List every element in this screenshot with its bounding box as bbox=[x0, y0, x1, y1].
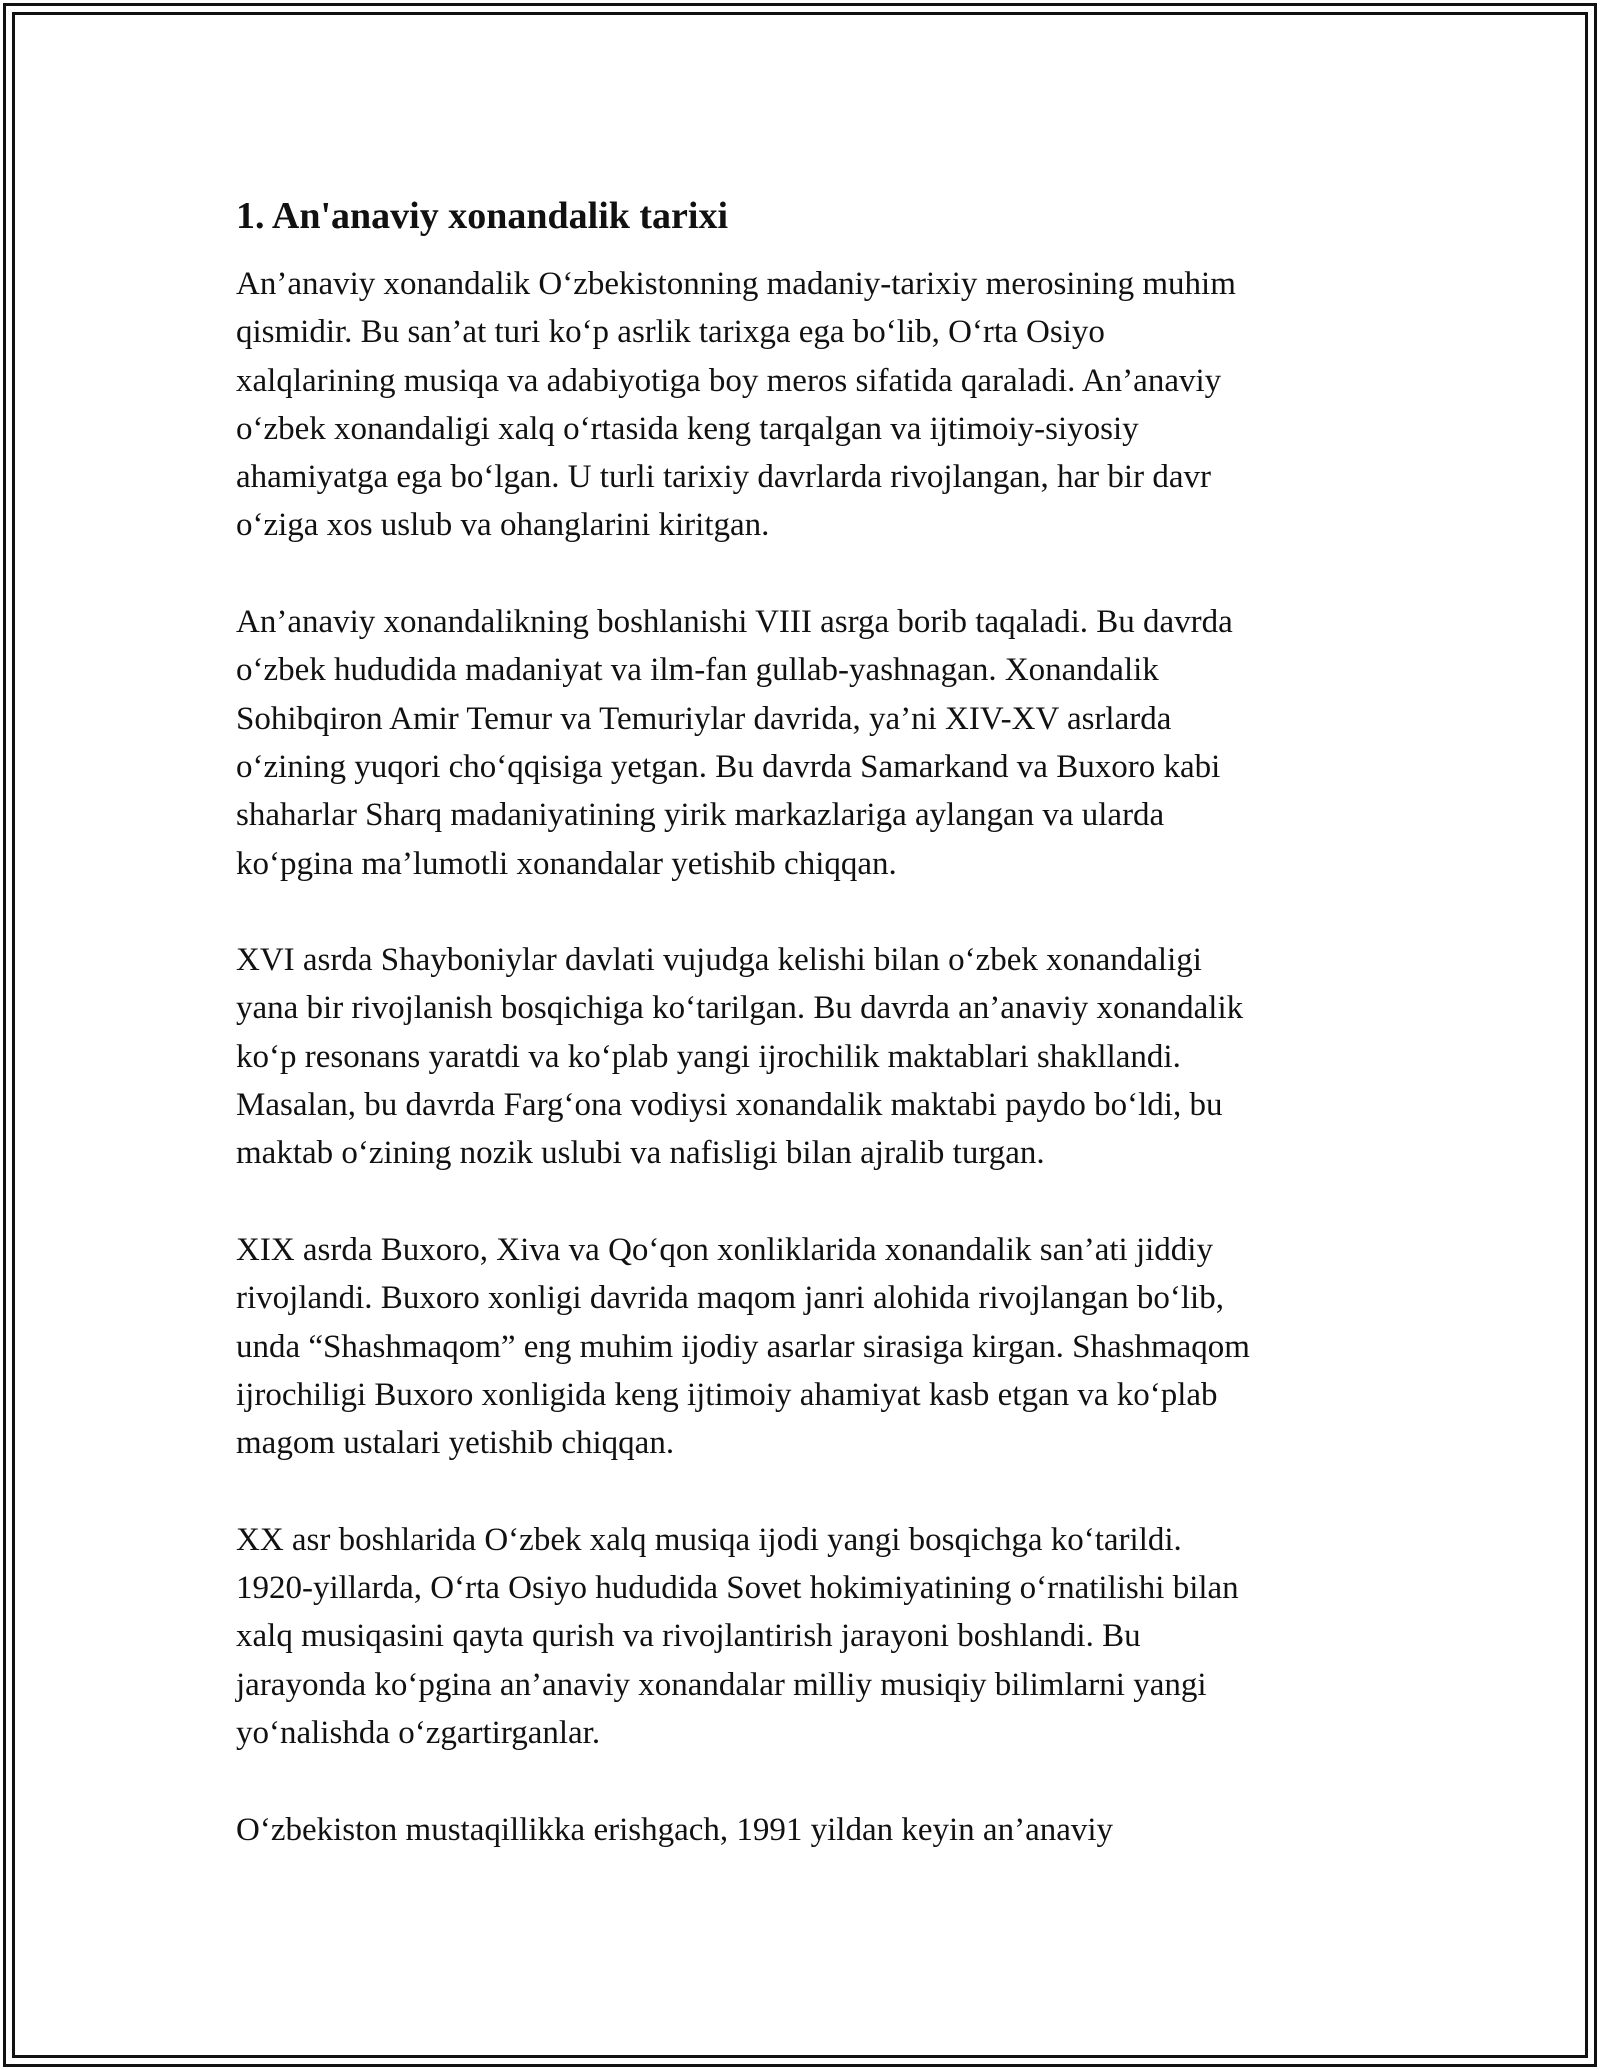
paragraph-line: o‘zbek xonandaligi xalq o‘rtasida keng tarqalgan va ijtimoiy-siyosiy bbox=[236, 410, 1139, 447]
paragraph-line: xalq musiqasini qayta qurish va rivojlantirish jarayoni boshlandi. Bu bbox=[236, 1618, 1141, 1655]
paragraph-line: 1920-yillarda, O‘rta Osiyo hududida Sovet hokimiyatining o‘rnatilishi bilan bbox=[236, 1570, 1239, 1607]
paragraph-line: maktab o‘zining nozik uslubi va nafisligi bilan ajralib turgan. bbox=[236, 1135, 1045, 1172]
paragraph-line: Sohibqiron Amir Temur va Temuriylar davrida, ya’ni XIV-XV asrlarda bbox=[236, 700, 1172, 737]
paragraph-line: An’anaviy xonandalikning boshlanishi VIII asrga borib taqaladi. Bu davrda bbox=[236, 604, 1233, 641]
paragraph-line: Masalan, bu davrda Farg‘ona vodiysi xonandalik maktabi paydo bo‘ldi, bu bbox=[236, 1087, 1223, 1124]
paragraph-line: o‘ziga xos uslub va ohanglarini kiritgan. bbox=[236, 507, 770, 544]
paragraph-line: xalqlarining musiqa va adabiyotiga boy meros sifatida qaraladi. An’anaviy bbox=[236, 362, 1222, 399]
paragraph-line: O‘zbekiston mustaqillikka erishgach, 1991 yildan keyin an’anaviy bbox=[236, 1811, 1114, 1848]
paragraph-line: rivojlandi. Buxoro xonligi davrida maqom janri alohida rivojlangan bo‘lib, bbox=[236, 1280, 1224, 1317]
paragraph-line: jarayonda ko‘pgina an’anaviy xonandalar milliy musiqiy bilimlarni yangi bbox=[236, 1666, 1207, 1703]
document-body bbox=[236, 190, 1396, 1902]
paragraph-line: ijrochiligi Buxoro xonligida keng ijtimoiy ahamiyat kasb etgan va ko‘plab bbox=[236, 1376, 1218, 1413]
paragraph-line: ko‘p resonans yaratdi va ko‘plab yangi ijrochilik maktablari shakllandi. bbox=[236, 1038, 1181, 1075]
paragraph-line: yana bir rivojlanish bosqichiga ko‘tarilgan. Bu davrda an’anaviy xonandalik bbox=[236, 990, 1244, 1027]
paragraph bbox=[236, 260, 1396, 550]
paragraph-line: XVI asrda Shayboniylar davlati vujudga kelishi bilan o‘zbek xonandaligi bbox=[236, 942, 1202, 979]
paragraph bbox=[236, 936, 1396, 1177]
paragraph-line: qismidir. Bu san’at turi ko‘p asrlik tarixga ega bo‘lib, O‘rta Osiyo bbox=[236, 314, 1105, 351]
paragraph bbox=[236, 1226, 1396, 1467]
section-heading: 1. An'anaviy xonandalik tarixi bbox=[236, 195, 729, 237]
paragraph-line: XIX asrda Buxoro, Xiva va Qo‘qon xonliklarida xonandalik san’ati jiddiy bbox=[236, 1231, 1213, 1268]
paragraph-line: shaharlar Sharq madaniyatining yirik markazlariga aylangan va ularda bbox=[236, 797, 1165, 834]
paragraph bbox=[236, 598, 1396, 888]
paragraph-line: XX asr boshlarida O‘zbek xalq musiqa ijodi yangi bosqichga ko‘tarildi. bbox=[236, 1521, 1182, 1558]
paragraph-line: ko‘pgina ma’lumotli xonandalar yetishib chiqqan. bbox=[236, 845, 897, 882]
paragraph-line: An’anaviy xonandalik O‘zbekistonning madaniy-tarixiy merosining muhim bbox=[236, 266, 1236, 302]
paragraph-line: o‘zbek hududida madaniyat va ilm-fan gullab-yashnagan. Xonandalik bbox=[236, 652, 1159, 689]
paragraph-line: ahamiyatga ega bo‘lgan. U turli tarixiy davrlarda rivojlangan, har bir davr bbox=[236, 459, 1211, 496]
paragraph-line: yo‘nalishda o‘zgartirganlar. bbox=[236, 1714, 601, 1751]
paragraph bbox=[236, 1806, 1396, 1854]
paragraph-list bbox=[236, 260, 1396, 1854]
paragraph-line: o‘zining yuqori cho‘qqisiga yetgan. Bu davrda Samarkand va Buxoro kabi bbox=[236, 748, 1221, 785]
paragraph-line: unda “Shashmaqom” eng muhim ijodiy asarlar sirasiga kirgan. Shashmaqom bbox=[236, 1328, 1250, 1365]
paragraph bbox=[236, 1516, 1396, 1757]
paragraph-line: magom ustalari yetishib chiqqan. bbox=[236, 1425, 675, 1462]
